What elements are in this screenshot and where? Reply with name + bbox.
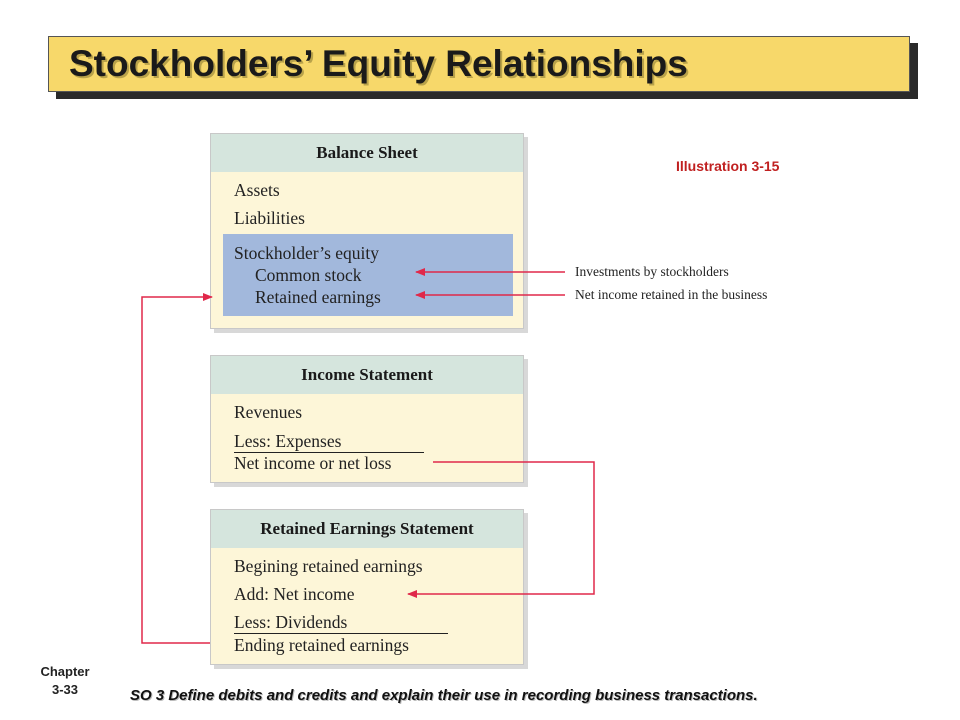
retained-earnings-statement-header: Retained Earnings Statement	[211, 510, 523, 548]
balance-sheet-header: Balance Sheet	[211, 134, 523, 172]
page-title: Stockholders’ Equity Relationships	[69, 43, 688, 84]
net-income-retained-annotation: Net income retained in the business	[575, 287, 768, 302]
illustration-label: Illustration 3-15	[676, 158, 780, 174]
liabilities-line: Liabilities	[234, 208, 305, 228]
assets-line: Assets	[234, 180, 280, 200]
chapter-number: 3-33	[51, 682, 79, 697]
common-stock-line: Common stock	[255, 265, 362, 285]
equity-line: Stockholder’s equity	[234, 243, 380, 263]
dividends-line: Less: Dividends	[234, 612, 448, 634]
study-objective: SO 3 Define debits and credits and explain their use in recording business transactions.	[130, 687, 758, 704]
beginning-retained-line: Begining retained earnings	[234, 556, 423, 576]
ending-retained-flow-arrow	[142, 297, 212, 643]
net-income-line: Net income or net loss	[234, 453, 392, 473]
add-net-income-line: Add: Net income	[234, 584, 355, 604]
chapter-label	[30, 663, 100, 699]
revenues-line: Revenues	[234, 402, 303, 422]
investments-annotation: Investments by stockholders	[575, 264, 729, 279]
chapter-word: Chapter	[40, 664, 90, 679]
income-statement-header: Income Statement	[211, 356, 523, 394]
ending-retained-line: Ending retained earnings	[234, 635, 409, 655]
net-income-flow-arrow	[408, 462, 594, 594]
expenses-line: Less: Expenses	[234, 431, 424, 453]
retained-earnings-line: Retained earnings	[255, 287, 381, 307]
